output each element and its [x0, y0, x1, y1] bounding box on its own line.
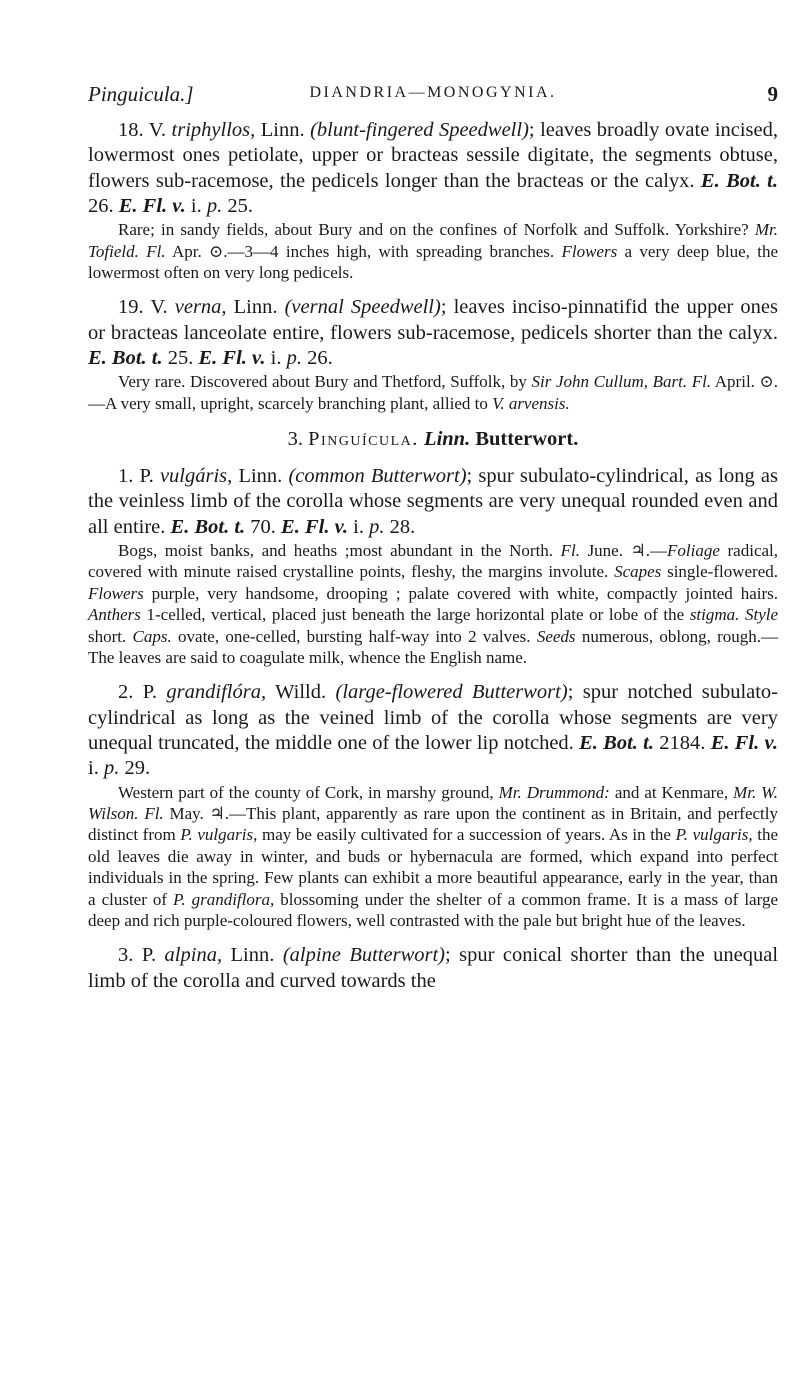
reference-flora-p: p. [103, 757, 120, 780]
desc-term: Seeds [536, 626, 576, 646]
entry-number: 1. [118, 465, 134, 488]
genus-heading [88, 426, 778, 452]
desc-text: June. ♃.— [587, 541, 668, 560]
common-name: (common Butterwort) [288, 465, 467, 488]
reference-flora: E. Fl. v. [281, 515, 349, 538]
entry-number: 18. [118, 119, 144, 141]
species-entry-pinguicula-1 [88, 464, 778, 668]
reference-flora: E. Fl. v. [198, 347, 266, 369]
reference-flora-p: p. [369, 515, 385, 538]
desc-term: Style [745, 605, 779, 625]
common-name: (blunt-fingered Speedwell) [310, 119, 529, 141]
desc-text: Bogs, moist banks, and heaths ;most abundant in the North. [118, 541, 554, 560]
desc-text: a very deep blue, the lowermost often on very long pedicels. [88, 241, 779, 282]
genus-abbr: P. [141, 944, 157, 967]
desc-text: single-flowered. [667, 562, 779, 582]
desc-text: blossoming under the shelter of a common frame. It is a mass of large deep and rich purple-coloured flowers, well contrasted with the pale but bright hue of the leaves. [88, 889, 778, 931]
desc-text: numerous, oblong, rough.—The leaves are said to coagulate milk, whence the English name. [88, 626, 779, 668]
species-name: triphyllos, [171, 119, 256, 141]
diagnosis-text: ; spur conical shorter than the unequal limb of the corolla and curved towards the [88, 944, 779, 992]
species-name: verna, [174, 296, 227, 319]
reference-flora: E. Fl. v. [710, 732, 778, 755]
desc-text: may be easily cultivated for a succession of years. As in the [261, 825, 671, 845]
authority: Willd. [275, 681, 327, 704]
species-name: grandiflóra, [166, 681, 267, 704]
reference-flora-page: 29. [124, 757, 151, 780]
desc-term: Scapes [614, 562, 662, 582]
desc-text: the old leaves die away in winter, and buds or hybernacula are formed, which expand into perfect individuals in the spring. Few plants can exhibit a more beautiful appearance, early in the year, than a cluster of [88, 825, 778, 909]
desc-person: Mr. Drummond: [498, 782, 610, 802]
page-header [88, 82, 778, 112]
species-description [88, 219, 778, 283]
species-diagnosis [88, 943, 778, 994]
reference-flora-volume: i. [190, 194, 202, 217]
desc-text: Rare; in sandy fields, about Bury and on the confines of Norfolk and Suffolk. Yorkshire? [118, 220, 749, 240]
entry-number: 3. [118, 944, 134, 967]
reference-bot-number: 26. [88, 194, 114, 217]
diagnosis-text: ; spur subulato-cylindrical, as long as the veinless limb of the corolla whose segments are very unequal rounded even and all entire. [88, 465, 778, 538]
genus-common-name: Butterwort. [475, 428, 579, 451]
species-entry-pinguicula-3 [88, 943, 778, 994]
desc-text: 1-celled, vertical, placed just beneath the large horizontal plate or lobe of the [146, 605, 685, 625]
desc-text: May. ♃.—This plant, apparently as rare upon the continent as in Britain, and perfectly distinct from [88, 804, 778, 845]
section-title: DIANDRIA—MONOGYNIA. [309, 84, 557, 101]
reference-bot: E. Bot. t. [88, 347, 163, 369]
genus-number: 3. [287, 428, 303, 451]
desc-term: Caps. [132, 626, 172, 646]
genus-name: Pinguícula. [308, 428, 419, 451]
species-description [88, 782, 778, 932]
desc-term: Anthers [88, 605, 141, 625]
species-diagnosis [88, 118, 778, 219]
reference-flora-volume: i. [353, 515, 364, 538]
genus-abbr: V. [150, 296, 168, 319]
desc-species-ref: P. vulgaris, [180, 825, 258, 845]
authority: Linn. [260, 119, 305, 141]
genus-abbr: P. [142, 681, 158, 704]
desc-person: Sir John Cullum, Bart. [531, 372, 688, 392]
desc-text: April. ⊙.—A very small, upright, scarcely branching plant, allied to [88, 372, 779, 413]
genus-authority: Linn. [424, 428, 471, 451]
reference-bot: E. Bot. t. [579, 732, 654, 755]
desc-term: Foliage [667, 541, 720, 560]
desc-term: Flowers [561, 241, 618, 261]
reference-bot-number: 25. [167, 347, 194, 369]
desc-text: Very rare. Discovered about Bury and Thetford, Suffolk, by [118, 372, 527, 392]
desc-term: V. arvensis. [492, 393, 570, 413]
genus-abbr: P. [139, 465, 154, 488]
diagnosis-text: ; leaves broadly ovate incised, lowermost ones petiolate, upper or bracteas sessile digitate, the segments obtuse, flowers sub-racemose, the pedicels longer than the bracteas or the calyx. [88, 119, 779, 192]
reference-flora-volume: i. [270, 347, 282, 369]
desc-flowering-label: Fl. [560, 541, 580, 560]
reference-bot: E. Bot. t. [700, 169, 778, 192]
desc-term: stigma. [689, 605, 740, 625]
desc-text: Apr. ⊙.—3—4 inches high, with spreading branches. [171, 241, 555, 261]
reference-flora-p: p. [206, 194, 223, 217]
species-entry-19 [88, 295, 778, 414]
desc-flowering-label: Fl. [144, 804, 164, 824]
reference-flora-page: 26. [307, 347, 333, 369]
desc-flowering-label: Fl. [691, 372, 712, 392]
reference-bot-number: 70. [250, 515, 276, 538]
desc-species-ref: P. grandiflora, [173, 889, 275, 909]
reference-flora-page: 25. [227, 194, 253, 217]
desc-flowering-label: Fl. [146, 241, 166, 261]
desc-text: ovate, one-celled, bursting half-way into 2 valves. [178, 626, 531, 646]
desc-species-ref: P. vulgaris, [675, 825, 753, 845]
desc-text: and at Kenmare, [614, 782, 729, 802]
reference-bot: E. Bot. t. [170, 515, 246, 538]
species-diagnosis [88, 680, 778, 781]
desc-text: radical, covered with minute raised crystalline points, fleshy, the margins involute. [88, 541, 779, 582]
species-name: alpina, [164, 944, 223, 967]
common-name: (large-flowered Butterwort) [335, 681, 568, 704]
running-title: Pinguicula.] [88, 82, 194, 106]
reference-bot-number: 2184. [659, 732, 706, 755]
genus-abbr: V. [148, 119, 167, 141]
authority: Linn. [230, 944, 275, 967]
entry-number: 2. [118, 681, 134, 704]
species-entry-pinguicula-2 [88, 680, 778, 931]
common-name: (alpine Butterwort) [282, 944, 446, 967]
reference-flora-p: p. [286, 347, 302, 369]
reference-flora: E. Fl. v. [118, 194, 186, 217]
authority: Linn. [238, 465, 283, 488]
species-entry-18 [88, 118, 778, 283]
desc-text: short. [88, 626, 127, 646]
diagnosis-text: ; spur notched subulato-cylindrical as long as the veined limb of the corolla whose segments are very unequal truncated, the middle one of the lower lip notched. [88, 681, 779, 755]
diagnosis-text: ; leaves inciso-pinnatifid the upper ones or bracteas lanceolate entire, flowers sub-racemose, pedicels shorter than the calyx. [88, 296, 779, 344]
desc-term: Flowers [88, 583, 144, 603]
desc-text: Western part of the county of Cork, in marshy ground, [118, 782, 494, 802]
page-body [88, 118, 778, 1006]
common-name: (vernal Speedwell) [284, 296, 441, 319]
species-description [88, 540, 778, 668]
desc-person: Mr. W. Wilson. [88, 782, 779, 824]
desc-person: Mr. Tofield. [88, 220, 778, 261]
authority: Linn. [233, 296, 278, 319]
species-diagnosis [88, 295, 778, 371]
page-number: 9 [767, 82, 778, 106]
species-diagnosis [88, 464, 778, 540]
species-description [88, 371, 778, 414]
entry-number: 19. [118, 296, 144, 319]
reference-flora-page: 28. [389, 515, 416, 538]
reference-flora-volume: i. [88, 757, 99, 780]
species-name: vulgáris, [159, 465, 233, 488]
desc-text: purple, very handsome, drooping ; palate covered with white, compactly jointed hairs. [151, 583, 778, 603]
